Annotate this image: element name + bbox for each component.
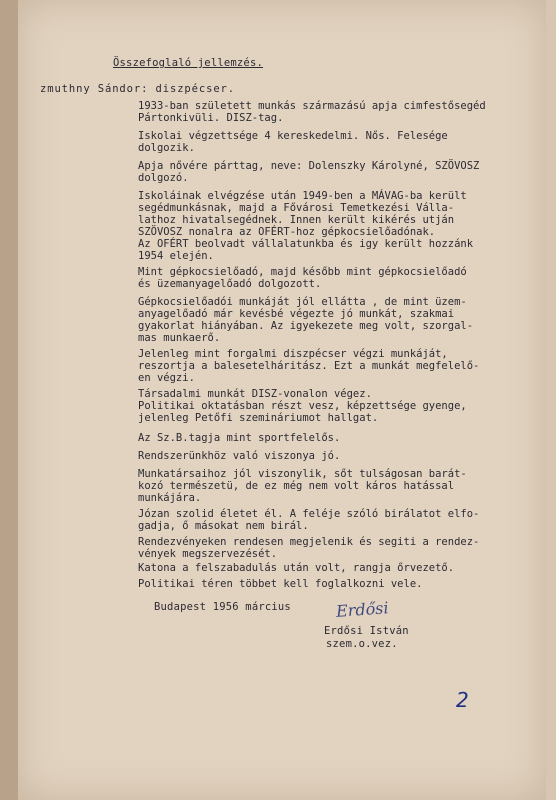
document-date: Budapest 1956 március (154, 601, 291, 613)
paragraph-military: Katona a felszabadulás után volt, rangja őrvezető. (138, 562, 455, 574)
paragraph-attitude: Rendszerünkhöz való viszonya jó. (138, 450, 341, 462)
paragraph-events: Rendezvényeken rendesen megjelenik és segiti a rendez- vények megszervezését. (138, 536, 480, 560)
paragraph-roles: Mint gépkocsielőadó, majd később mint gépkocsielőadó és üzemanyagelőadó dolgozott. (138, 266, 467, 290)
paragraph-sports: Az Sz.B.tagja mint sportfelelős. (138, 432, 341, 444)
document-sheet (18, 0, 546, 800)
signer-name: Erdősi István (324, 625, 409, 637)
paragraph-education: Iskolai végzettsége 4 kereskedelmi. Nős. Felesége dolgozik. (138, 130, 448, 154)
paragraph-performance: Gépkocsielőadói munkáját jól ellátta , de mint üzem- anyagelőadó már kevésbé végezte jó munkát, szakmai gyakorlat hiányában. Az igyekezete meg volt, szorgal- mas munkaerő. (138, 296, 474, 344)
paper-edge-left (0, 0, 18, 800)
paragraph-birth: 1933-ban született munkás származású apja cimfestősegéd Pártonkivüli. DISZ-tag. (138, 100, 486, 124)
signer-title: szem.o.vez. (326, 638, 398, 650)
subject-name-line: zmuthny Sándor: diszpécser. (40, 83, 235, 95)
paragraph-colleagues: Munkatársaihoz jól viszonylik, sőt tulságosan barát- kozó természetü, de ez még nem volt káros hatással munkájára. (138, 468, 467, 504)
paragraph-career: Iskoláinak elvégzése után 1949-ben a MÁVAG-ba került segédmunkásnak, majd a Fővárosi Temetkezési Válla- lathoz hivatalsegédnek. Innen került kikérés utján SZÖVOSZ nonalra az OFÉRT-hoz gépkocsielőadónak. Az OFÉRT beolvadt vállalatunkba és igy került hozzánk 1954 elején. (138, 190, 474, 262)
paper-edge-right (546, 0, 556, 800)
page-number: 2 (456, 688, 469, 712)
paragraph-social-work: Társadalmi munkát DISZ-vonalon végez. Politikai oktatásban részt vesz, képzettsége gyenge, jelenleg Petőfi szemináriumot hallgat. (138, 388, 467, 424)
paragraph-current-job: Jelenleg mint forgalmi diszpécser végzi munkáját, reszortja a balesetelháritász. Ezt a munkát megfelelő- en végzi. (138, 348, 480, 384)
document-heading: Összefoglaló jellemzés. (113, 57, 263, 69)
paragraph-politics: Politikai téren többet kell foglalkozni vele. (138, 578, 423, 590)
paragraph-relative: Apja nővére párttag, neve: Dolenszky Károlyné, SZÖVOSZ dolgozó. (138, 160, 480, 184)
paragraph-lifestyle: Józan szolid életet él. A feléje szóló birálatot elfo- gadja, ő másokat nem birál. (138, 508, 480, 532)
handwritten-signature: Erdősi (335, 598, 390, 621)
